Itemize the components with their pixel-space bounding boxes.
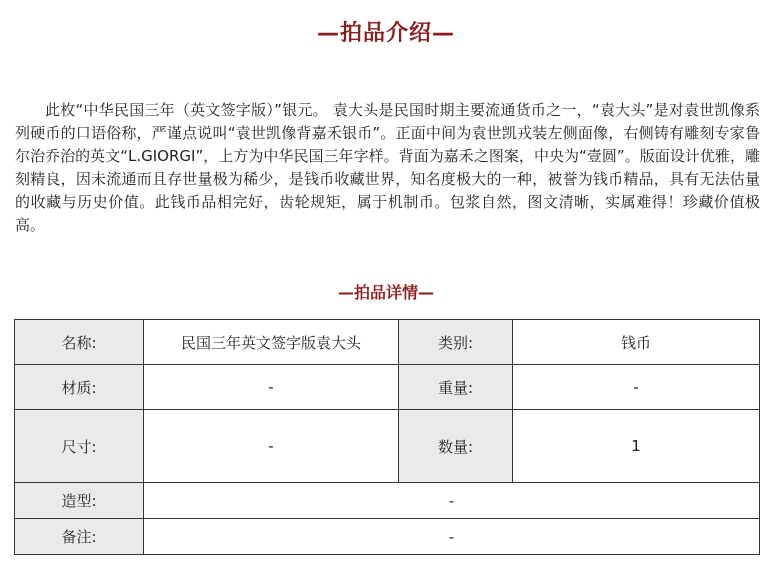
quantity-label: 数量: bbox=[399, 410, 513, 483]
category-value: 钱币 bbox=[513, 320, 760, 365]
shape-value: - bbox=[144, 483, 760, 519]
category-label: 类别: bbox=[399, 320, 513, 365]
name-value: 民国三年英文签字版袁大头 bbox=[144, 320, 399, 365]
details-section-title: —拍品详情— bbox=[337, 283, 434, 302]
table-row bbox=[15, 320, 760, 365]
details-table bbox=[14, 319, 760, 555]
material-value: - bbox=[144, 365, 399, 410]
quantity-value: 1 bbox=[513, 410, 760, 483]
size-label: 尺寸: bbox=[15, 410, 144, 483]
remark-label: 备注: bbox=[15, 519, 144, 555]
weight-value: - bbox=[513, 365, 760, 410]
table-row bbox=[15, 410, 760, 483]
table-row bbox=[15, 483, 760, 519]
weight-label: 重量: bbox=[399, 365, 513, 410]
intro-paragraph: 此枚“中华民国三年（英文签字版）”银元。 袁大头是民国时期主要流通货币之一，“袁大头”是对袁世凯像系列硬币的口语俗称，严谨点说叫“袁世凯像背嘉禾银币”。正面中间为袁世凯戎装左侧面像，右侧铸有雕刻专家鲁尔治乔治的英文“L.GIORGI”，上方为中华民国三年字样。背面为嘉禾之图案，中央为“壹圆”。版面设计优雅，雕刻精良，因未流通而且存世量极为稀少，是钱币收藏世界，知名度极大的一种，被誉为钱币精品，具有无法估量的收藏与历史价值。此钱币品相完好，齿轮规矩，属于机制币。包浆自然，图文清晰，实属难得！珍藏价值极高。 bbox=[15, 101, 760, 234]
remark-value: - bbox=[144, 519, 760, 555]
table-row bbox=[15, 519, 760, 555]
name-label: 名称: bbox=[15, 320, 144, 365]
size-value: - bbox=[144, 410, 399, 483]
table-row bbox=[15, 365, 760, 410]
material-label: 材质: bbox=[15, 365, 144, 410]
intro-section-title: —拍品介绍— bbox=[316, 21, 455, 46]
shape-label: 造型: bbox=[15, 483, 144, 519]
